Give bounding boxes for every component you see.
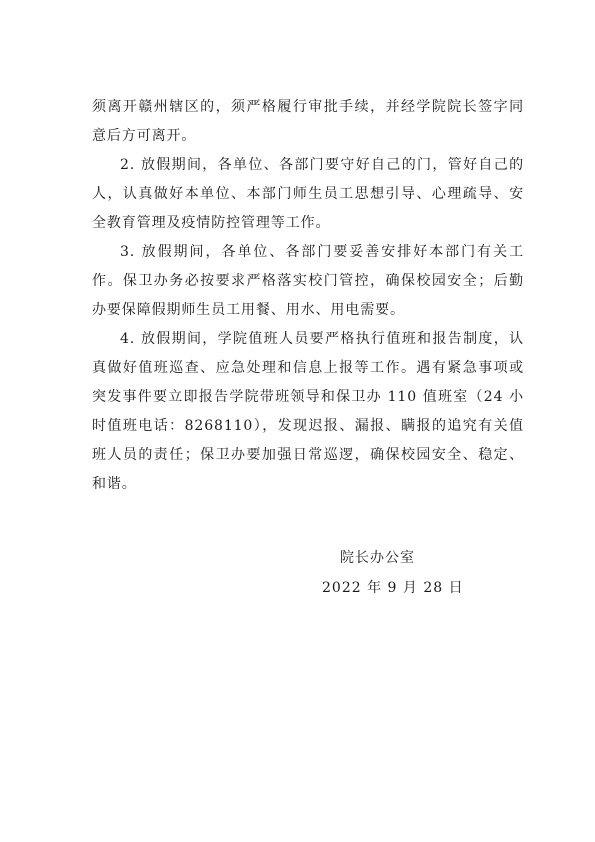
- signature-block: [320, 543, 464, 603]
- paragraph-item-3: 3. 放假期间，各单位、各部门要妥善安排好本部门有关工作。保卫办务必按要求严格落实校门管控，确保校园安全；后勤办要保障假期师生员工用餐、用水、用电需要。: [92, 244, 524, 318]
- document-body: [92, 93, 524, 499]
- paragraph-item-4: 4. 放假期间，学院值班人员要严格执行值班和报告制度，认真做好值班巡查、应急处理和信息上报等工作。遇有紧急事项或突发事件要立即报告学院带班领导和保卫办 110 值班室（24 小时值班电话：8268110），发现迟报、漏报、瞒报的追究有关值班人员的责任；保卫办要加强日常巡逻，确保校园安全、稳定、和谐。: [92, 331, 524, 492]
- issuing-office: 院长办公室: [340, 550, 415, 566]
- paragraph-continuation: 须离开赣州辖区的，须严格履行审批手续，并经学院院长签字同意后方可离开。: [92, 99, 524, 144]
- issue-date: 2022 年 9 月 28 日: [322, 580, 464, 596]
- paragraph-item-2: 2. 放假期间，各单位、各部门要守好自己的门，管好自己的人，认真做好本单位、本部门师生员工思想引导、心理疏导、安全教育管理及疫情防控管理等工作。: [92, 157, 524, 231]
